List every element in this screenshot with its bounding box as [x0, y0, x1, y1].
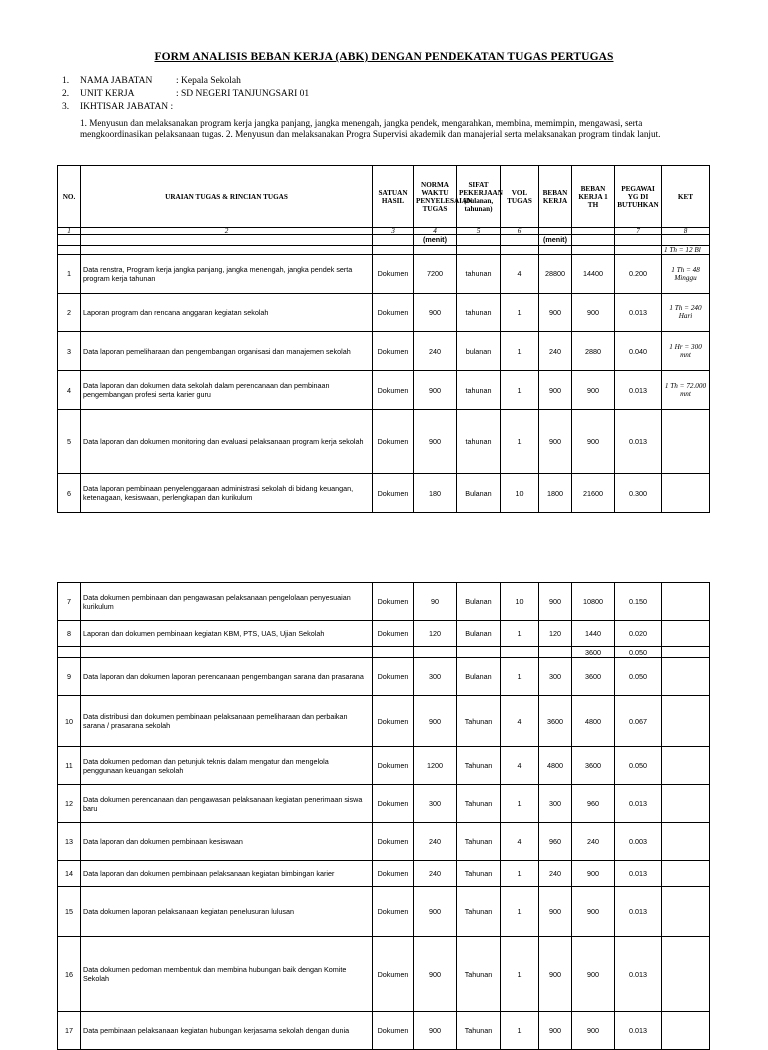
cell-sifat: Tahunan	[457, 887, 501, 937]
unit-row	[58, 235, 710, 245]
header-norma: NORMA WAKTU PENYELESAIAN TUGAS	[414, 166, 457, 228]
cell-uraian: Data dokumen laporan pelaksanaan kegiatan penelusuran lulusan	[81, 887, 373, 937]
cell-pegawai: 0.067	[615, 696, 662, 747]
cell-beban-1th: 900	[572, 1012, 615, 1050]
cell-beban-1th: 240	[572, 823, 615, 861]
header-beban: BEBAN KERJA	[539, 166, 572, 228]
header-vol: VOL TUGAS	[501, 166, 539, 228]
cell-vol: 1	[501, 409, 539, 473]
cell-satuan: Dokumen	[373, 621, 414, 647]
cell-sifat: Tahunan	[457, 937, 501, 1012]
cell-sifat: Bulanan	[457, 583, 501, 621]
table-row	[58, 887, 710, 937]
cell-beban: 300	[539, 658, 572, 696]
cell-norma: 120	[414, 621, 457, 647]
table-row	[58, 823, 710, 861]
abk-table-page2	[57, 582, 710, 1050]
info-value: : SD NEGERI TANJUNGSARI 01	[176, 89, 310, 99]
table-row	[58, 658, 710, 696]
info-label: NAMA JABATAN	[80, 76, 153, 86]
col-index: 6	[501, 228, 539, 235]
cell-satuan	[373, 647, 414, 658]
cell-norma: 900	[414, 937, 457, 1012]
cell-pegawai: 0.013	[615, 1012, 662, 1050]
cell-sifat	[457, 647, 501, 658]
cell-uraian: Data laporan pemeliharaan dan pengembangan organisasi dan manajemen sekolah	[81, 332, 373, 371]
col-index: 2	[81, 228, 373, 235]
cell-pegawai: 0.013	[615, 887, 662, 937]
header-uraian: URAIAN TUGAS & RINCIAN TUGAS	[81, 166, 373, 228]
cell-beban-1th: 3600	[572, 747, 615, 785]
cell-beban	[539, 647, 572, 658]
cell-beban-1th: 4800	[572, 696, 615, 747]
cell-vol: 1	[501, 937, 539, 1012]
cell-beban-1th: 900	[572, 371, 615, 410]
col-index: 5	[457, 228, 501, 235]
cell-sifat: Tahunan	[457, 785, 501, 823]
cell-uraian: Laporan program dan rencana anggaran kegiatan sekolah	[81, 293, 373, 332]
cell-no: 17	[58, 1012, 81, 1050]
cell-beban-1th: 960	[572, 785, 615, 823]
cell-beban: 900	[539, 937, 572, 1012]
ikhtisar-text: 1. Menyusun dan melaksanakan program kerja jangka panjang, jangka menengah, jangka pendek, mengarahkan, membina, memimpin, mengawasi, serta mengkoordinasikan pelaksanaan tugas. 2. Menyusun dan melaksanakan Progra Supervisi akademik dan manajerial serta melaksanakan program tindak lanjut.	[80, 118, 661, 139]
cell-vol: 1	[501, 371, 539, 410]
cell-no: 11	[58, 747, 81, 785]
cell-vol: 1	[501, 887, 539, 937]
cell-pegawai: 0.003	[615, 823, 662, 861]
cell-beban-1th: 900	[572, 937, 615, 1012]
cell-beban: 900	[539, 887, 572, 937]
table-row	[58, 747, 710, 785]
cell-no: 5	[58, 409, 81, 473]
cell-satuan: Dokumen	[373, 747, 414, 785]
cell-uraian: Data dokumen pembinaan dan pengawasan pelaksanaan pengelolaan penyesuaian kurikulum	[81, 583, 373, 621]
cell-norma: 300	[414, 785, 457, 823]
table-row	[58, 371, 710, 410]
cell-beban: 1800	[539, 474, 572, 513]
table-row	[58, 474, 710, 513]
cell-satuan: Dokumen	[373, 332, 414, 371]
info-unit-kerja	[62, 89, 309, 99]
cell-no: 15	[58, 887, 81, 937]
cell-pegawai: 0.150	[615, 583, 662, 621]
cell-sifat: Tahunan	[457, 1012, 501, 1050]
cell-beban: 900	[539, 583, 572, 621]
cell-ket: 1 Hr = 300 mnt	[662, 332, 710, 371]
cell-ket	[662, 823, 710, 861]
col-index: 3	[373, 228, 414, 235]
cell-beban-1th: 21600	[572, 474, 615, 513]
cell-ket	[662, 658, 710, 696]
cell-vol: 4	[501, 823, 539, 861]
cell-pegawai: 0.013	[615, 861, 662, 887]
cell-beban-1th: 900	[572, 861, 615, 887]
table-row	[58, 293, 710, 332]
cell-sifat: tahunan	[457, 293, 501, 332]
cell-beban: 900	[539, 1012, 572, 1050]
cell-beban-1th: 14400	[572, 254, 615, 293]
cell-beban-1th: 900	[572, 409, 615, 473]
table-row	[58, 647, 710, 658]
cell-pegawai: 0.050	[615, 747, 662, 785]
cell-norma: 900	[414, 887, 457, 937]
cell-uraian: Data renstra, Program kerja jangka panjang, jangka menengah, jangka pendek serta program kerja tahunan	[81, 254, 373, 293]
cell-pegawai: 0.020	[615, 621, 662, 647]
cell-ket	[662, 474, 710, 513]
info-number: 2.	[62, 89, 70, 99]
cell-satuan: Dokumen	[373, 861, 414, 887]
abk-table-page1	[57, 165, 710, 513]
cell-uraian: Data pembinaan pelaksanaan kegiatan hubungan kerjasama sekolah dengan dunia	[81, 1012, 373, 1050]
cell-vol	[501, 647, 539, 658]
cell-sifat: tahunan	[457, 254, 501, 293]
cell-norma: 900	[414, 293, 457, 332]
cell-sifat: Bulanan	[457, 658, 501, 696]
table-row	[58, 696, 710, 747]
cell-ket: 1 Th = 48 Minggu	[662, 254, 710, 293]
cell-beban-1th: 900	[572, 293, 615, 332]
cell-ket	[662, 785, 710, 823]
column-index-row	[58, 228, 710, 235]
cell-sifat: Tahunan	[457, 747, 501, 785]
table-row	[58, 583, 710, 621]
cell-no: 13	[58, 823, 81, 861]
header-ket: KET	[662, 166, 710, 228]
cell-no: 4	[58, 371, 81, 410]
cell-vol: 4	[501, 696, 539, 747]
cell-beban: 960	[539, 823, 572, 861]
info-label: UNIT KERJA	[80, 89, 135, 99]
cell-ket	[662, 696, 710, 747]
table-row	[58, 332, 710, 371]
cell-ket	[662, 583, 710, 621]
cell-pegawai: 0.050	[615, 647, 662, 658]
cell-norma: 900	[414, 409, 457, 473]
cell-ket: 1 Th = 240 Hari	[662, 293, 710, 332]
cell-vol: 1	[501, 1012, 539, 1050]
cell-beban-1th: 10800	[572, 583, 615, 621]
cell-no: 6	[58, 474, 81, 513]
cell-sifat: bulanan	[457, 332, 501, 371]
cell-satuan: Dokumen	[373, 474, 414, 513]
cell-satuan: Dokumen	[373, 1012, 414, 1050]
note-row	[58, 245, 710, 254]
cell-ket	[662, 1012, 710, 1050]
cell-vol: 1	[501, 332, 539, 371]
cell-uraian	[81, 647, 373, 658]
cell-vol: 4	[501, 747, 539, 785]
header-sifat: SIFAT PEKERJAAN (bulanan, tahunan)	[457, 166, 501, 228]
cell-uraian: Data distribusi dan dokumen pembinaan pelaksanaan pemeliharaan dan perbaikan sarana / prasarana sekolah	[81, 696, 373, 747]
cell-no: 1	[58, 254, 81, 293]
cell-beban: 28800	[539, 254, 572, 293]
table-row	[58, 621, 710, 647]
cell-uraian: Data laporan dan dokumen pembinaan kesiswaan	[81, 823, 373, 861]
info-nama-jabatan	[62, 76, 241, 86]
cell-beban-1th: 3600	[572, 658, 615, 696]
table-row	[58, 861, 710, 887]
cell-no: 3	[58, 332, 81, 371]
col-index: 4	[414, 228, 457, 235]
cell-ket	[662, 621, 710, 647]
cell-beban: 240	[539, 332, 572, 371]
header-pegawai: PEGAWAI YG DI BUTUHKAN	[615, 166, 662, 228]
header-beban-1th: BEBAN KERJA 1 TH	[572, 166, 615, 228]
cell-sifat: Tahunan	[457, 861, 501, 887]
page-title: FORM ANALISIS BEBAN KERJA (ABK) DENGAN PENDEKATAN TUGAS PERTUGAS	[154, 51, 614, 63]
col-index	[539, 228, 572, 235]
cell-pegawai: 0.013	[615, 785, 662, 823]
cell-sifat: Bulanan	[457, 474, 501, 513]
cell-vol: 1	[501, 293, 539, 332]
cell-beban: 900	[539, 293, 572, 332]
cell-ket	[662, 861, 710, 887]
info-number: 1.	[62, 76, 70, 86]
cell-norma: 240	[414, 332, 457, 371]
cell-beban-1th: 900	[572, 887, 615, 937]
cell-ket	[662, 887, 710, 937]
note-ket: 1 Th = 12 Bl	[662, 245, 710, 254]
cell-satuan: Dokumen	[373, 887, 414, 937]
col-index	[572, 228, 615, 235]
unit-beban: (menit)	[539, 235, 572, 245]
table-row	[58, 409, 710, 473]
cell-norma: 240	[414, 861, 457, 887]
cell-beban: 4800	[539, 747, 572, 785]
cell-norma: 240	[414, 823, 457, 861]
cell-vol: 10	[501, 583, 539, 621]
col-index: 1	[58, 228, 81, 235]
cell-vol: 1	[501, 658, 539, 696]
cell-no: 9	[58, 658, 81, 696]
cell-satuan: Dokumen	[373, 409, 414, 473]
table-row	[58, 937, 710, 1012]
cell-uraian: Data laporan pembinaan penyelenggaraan administrasi sekolah di bidang keuangan, ketenagaan, kesiswaan, perlengkapan dan kurikulum	[81, 474, 373, 513]
cell-norma: 900	[414, 371, 457, 410]
cell-vol: 1	[501, 785, 539, 823]
cell-norma: 1200	[414, 747, 457, 785]
table-body	[58, 254, 710, 512]
cell-pegawai: 0.040	[615, 332, 662, 371]
cell-uraian: Data laporan dan dokumen pembinaan pelaksanaan kegiatan bimbingan karier	[81, 861, 373, 887]
cell-vol: 4	[501, 254, 539, 293]
cell-beban: 120	[539, 621, 572, 647]
cell-satuan: Dokumen	[373, 293, 414, 332]
header-row	[58, 166, 710, 228]
cell-pegawai: 0.200	[615, 254, 662, 293]
cell-satuan: Dokumen	[373, 254, 414, 293]
cell-sifat: tahunan	[457, 409, 501, 473]
cell-no: 2	[58, 293, 81, 332]
cell-ket	[662, 937, 710, 1012]
cell-sifat: tahunan	[457, 371, 501, 410]
cell-norma: 300	[414, 658, 457, 696]
header-no: NO.	[58, 166, 81, 228]
table-row	[58, 1012, 710, 1050]
cell-no: 16	[58, 937, 81, 1012]
cell-ket	[662, 409, 710, 473]
cell-beban: 240	[539, 861, 572, 887]
cell-beban-1th: 1440	[572, 621, 615, 647]
cell-pegawai: 0.013	[615, 371, 662, 410]
cell-vol: 1	[501, 621, 539, 647]
cell-ket: 1 Th = 72.000 mnt	[662, 371, 710, 410]
cell-norma	[414, 647, 457, 658]
info-ikhtisar	[62, 102, 173, 112]
cell-beban: 300	[539, 785, 572, 823]
cell-norma: 900	[414, 696, 457, 747]
cell-satuan: Dokumen	[373, 658, 414, 696]
col-index: 8	[662, 228, 710, 235]
cell-satuan: Dokumen	[373, 823, 414, 861]
cell-no: 14	[58, 861, 81, 887]
cell-uraian: Data laporan dan dokumen data sekolah dalam perencanaan dan pembinaan pengembangan profesi serta karier guru	[81, 371, 373, 410]
cell-norma: 7200	[414, 254, 457, 293]
cell-sifat: Tahunan	[457, 696, 501, 747]
cell-norma: 900	[414, 1012, 457, 1050]
cell-pegawai: 0.050	[615, 658, 662, 696]
info-number: 3.	[62, 102, 70, 112]
cell-beban: 900	[539, 371, 572, 410]
cell-ket	[662, 647, 710, 658]
cell-satuan: Dokumen	[373, 583, 414, 621]
cell-uraian: Data laporan dan dokumen monitoring dan evaluasi pelaksanaan program kerja sekolah	[81, 409, 373, 473]
cell-beban-1th: 2880	[572, 332, 615, 371]
cell-satuan: Dokumen	[373, 696, 414, 747]
cell-uraian: Data dokumen pedoman membentuk dan membina hubungan baik dengan Komite Sekolah	[81, 937, 373, 1012]
table-row	[58, 254, 710, 293]
col-index: 7	[615, 228, 662, 235]
cell-no	[58, 647, 81, 658]
cell-pegawai: 0.013	[615, 937, 662, 1012]
header-satuan: SATUAN HASIL	[373, 166, 414, 228]
info-label: IKHTISAR JABATAN :	[80, 102, 174, 112]
cell-norma: 180	[414, 474, 457, 513]
cell-ket	[662, 747, 710, 785]
cell-sifat: Tahunan	[457, 823, 501, 861]
table-body	[58, 583, 710, 1050]
cell-vol: 1	[501, 861, 539, 887]
cell-uraian: Laporan dan dokumen pembinaan kegiatan KBM, PTS, UAS, Ujian Sekolah	[81, 621, 373, 647]
cell-beban-1th: 3600	[572, 647, 615, 658]
cell-vol: 10	[501, 474, 539, 513]
cell-pegawai: 0.013	[615, 293, 662, 332]
cell-no: 7	[58, 583, 81, 621]
table-row	[58, 785, 710, 823]
cell-satuan: Dokumen	[373, 371, 414, 410]
cell-uraian: Data dokumen perencanaan dan pengawasan pelaksanaan kegiatan penerimaan siswa baru	[81, 785, 373, 823]
cell-satuan: Dokumen	[373, 937, 414, 1012]
cell-beban: 900	[539, 409, 572, 473]
unit-norma: (menit)	[414, 235, 457, 245]
cell-sifat: Bulanan	[457, 621, 501, 647]
cell-uraian: Data laporan dan dokumen laporan perencanaan pengembangan sarana dan prasarana	[81, 658, 373, 696]
cell-no: 8	[58, 621, 81, 647]
cell-no: 12	[58, 785, 81, 823]
info-value: : Kepala Sekolah	[176, 76, 241, 86]
cell-pegawai: 0.013	[615, 409, 662, 473]
cell-pegawai: 0.300	[615, 474, 662, 513]
cell-norma: 90	[414, 583, 457, 621]
cell-beban: 3600	[539, 696, 572, 747]
cell-satuan: Dokumen	[373, 785, 414, 823]
cell-uraian: Data dokumen pedoman dan petunjuk teknis dalam mengatur dan mengelola penggunaan keuangan sekolah	[81, 747, 373, 785]
cell-no: 10	[58, 696, 81, 747]
